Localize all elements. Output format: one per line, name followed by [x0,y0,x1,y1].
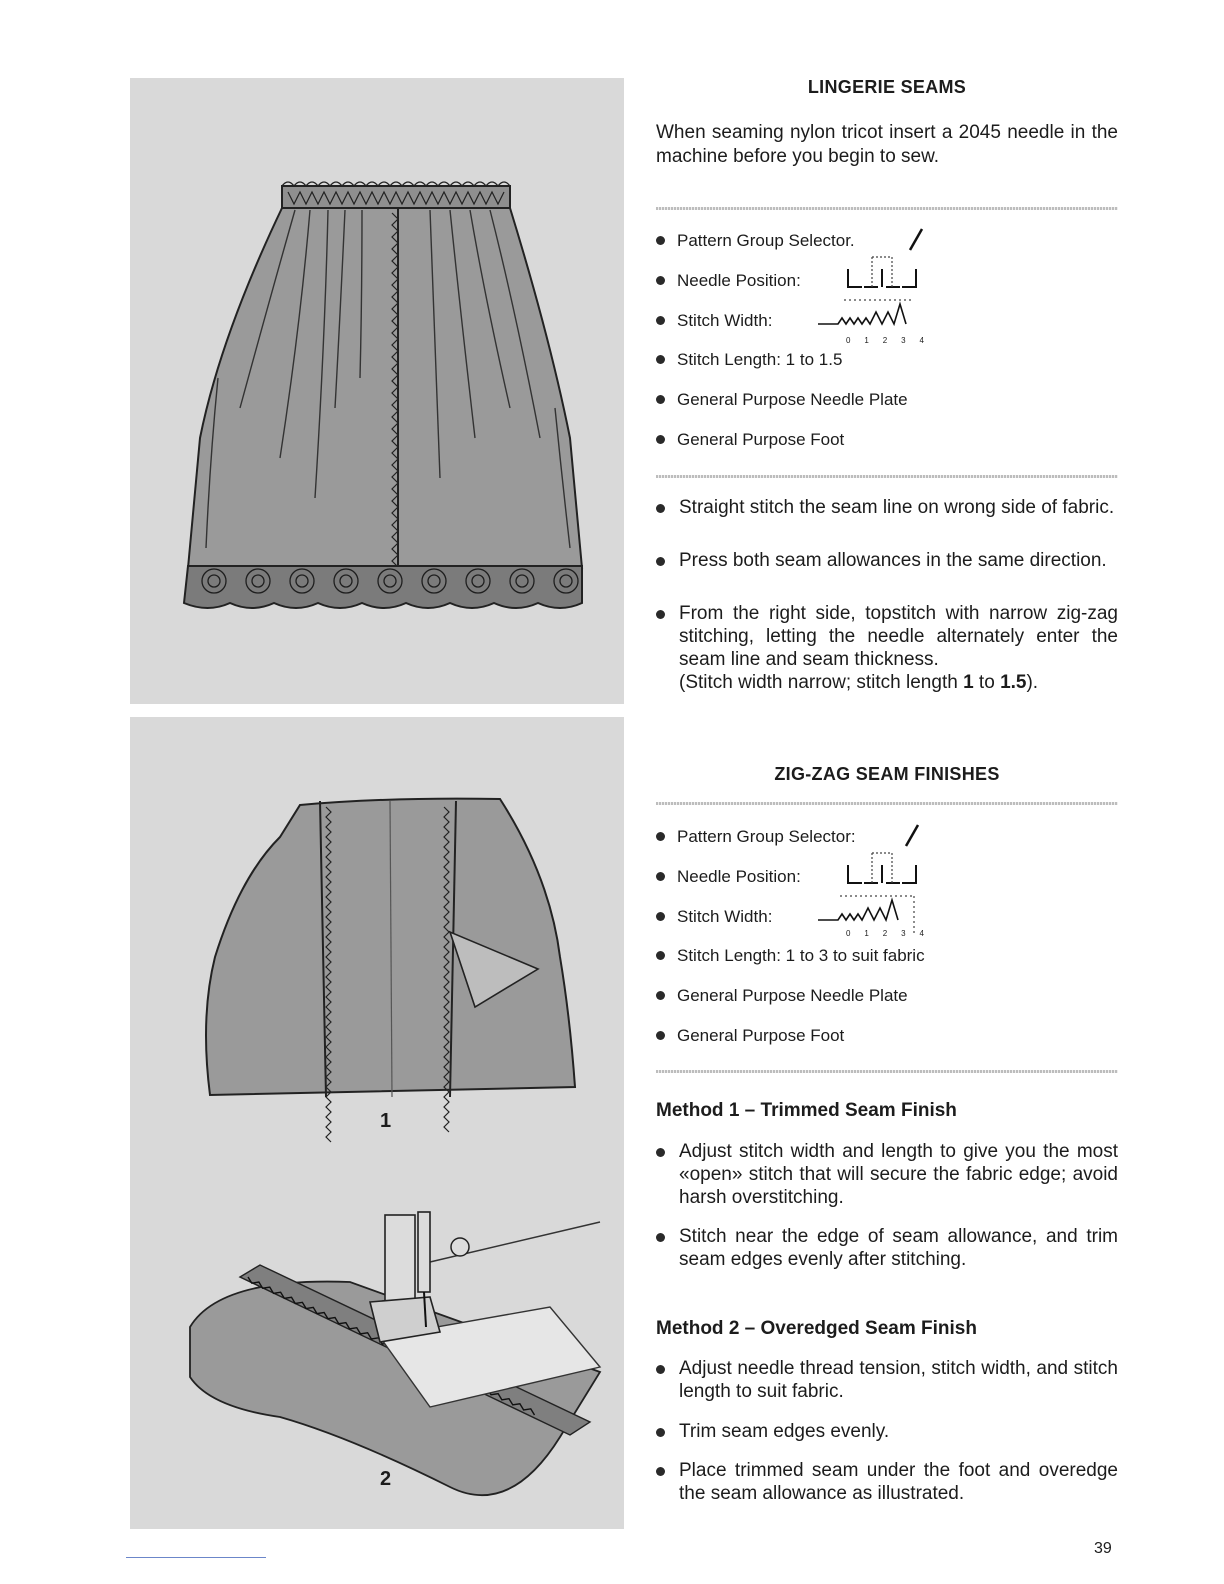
bullet-icon [656,557,665,566]
bullet-icon [656,1031,665,1040]
bullet-icon [656,832,665,841]
seam-finish-illustration [130,717,624,1529]
spec-needle-plate: General Purpose Needle Plate [656,389,1118,411]
seam-drawing [130,717,624,1529]
skirt-drawing [130,78,624,704]
spec-stitch-width: Stitch Width: [656,906,1118,928]
spec-stitch-length: Stitch Length: 1 to 3 to suit fabric [656,945,1118,967]
width-scale: 0 1 2 3 4 [846,929,924,938]
bullet-icon [656,1365,665,1374]
divider [656,207,1118,210]
spec-pattern-group: Pattern Group Selector. [656,230,1118,252]
footer-line [126,1557,266,1558]
spec-foot: General Purpose Foot [656,429,1118,451]
bullet-icon [656,610,665,619]
bullet-icon [656,355,665,364]
spec-needle-position: Needle Position: [656,866,1118,888]
divider [656,802,1118,805]
method-2-title: Method 2 – Overedged Seam Finish [656,1318,977,1339]
lingerie-seams-title: LINGERIE SEAMS [807,77,967,97]
bullet-icon [656,1428,665,1437]
divider [656,475,1118,478]
spec-pattern-group: Pattern Group Selector: [656,826,1118,848]
bullet-icon [656,316,665,325]
method-1-title: Method 1 – Trimmed Seam Finish [656,1100,957,1121]
bullet-icon [656,395,665,404]
spec-needle-plate: General Purpose Needle Plate [656,985,1118,1007]
lingerie-step-2: Press both seam allowances in the same direction. [656,549,1118,572]
lingerie-step-3-settings: (Stitch width narrow; stitch length 1 to 1.5). [679,672,1039,693]
needle-position-icon [842,253,922,293]
method-1-step-1: Adjust stitch width and length to give you the most «open» stitch that will secure the fabric edge; avoid harsh overstitching. [656,1140,1118,1209]
slash-selector-icon [902,822,922,848]
spec-needle-position: Needle Position: [656,270,1118,292]
bullet-icon [656,435,665,444]
lingerie-intro: When seaming nylon tricot insert a 2045 needle in the machine before you begin to sew. [656,122,1118,167]
bullet-icon [656,504,665,513]
figure-2-label: 2 [380,1468,392,1490]
divider [656,1070,1118,1073]
bullet-icon [656,1233,665,1242]
bullet-icon [656,1467,665,1476]
method-2-step-3: Place trimmed seam under the foot and overedge the seam allowance as illustrated. [656,1459,1118,1505]
slash-selector-icon [906,226,926,252]
method-1-step-2: Stitch near the edge of seam allowance, and trim seam edges evenly after stitching. [656,1225,1118,1271]
bullet-icon [656,276,665,285]
method-2-step-2: Trim seam edges evenly. [656,1420,1118,1443]
figure-1-label: 1 [380,1110,392,1132]
bullet-icon [656,872,665,881]
lingerie-step-3: From the right side, topstitch with narrow zig-zag stitching, letting the needle alternately enter the seam line and seam thickness. [656,602,1118,671]
bullet-icon [656,1148,665,1157]
needle-position-icon [842,849,922,889]
bullet-icon [656,912,665,921]
lingerie-step-1: Straight stitch the seam line on wrong side of fabric. [656,496,1118,519]
width-scale: 0 1 2 3 4 [846,336,924,345]
spec-foot: General Purpose Foot [656,1025,1118,1047]
page-number: 39 [1094,1540,1112,1557]
skirt-illustration [130,78,624,704]
zigzag-title: ZIG-ZAG SEAM FINISHES [774,764,1000,784]
spec-stitch-width: Stitch Width: [656,310,1118,332]
spec-stitch-length: Stitch Length: 1 to 1.5 [656,349,1118,371]
bullet-icon [656,951,665,960]
method-2-step-1: Adjust needle thread tension, stitch width, and stitch length to suit fabric. [656,1357,1118,1403]
bullet-icon [656,236,665,245]
bullet-icon [656,991,665,1000]
